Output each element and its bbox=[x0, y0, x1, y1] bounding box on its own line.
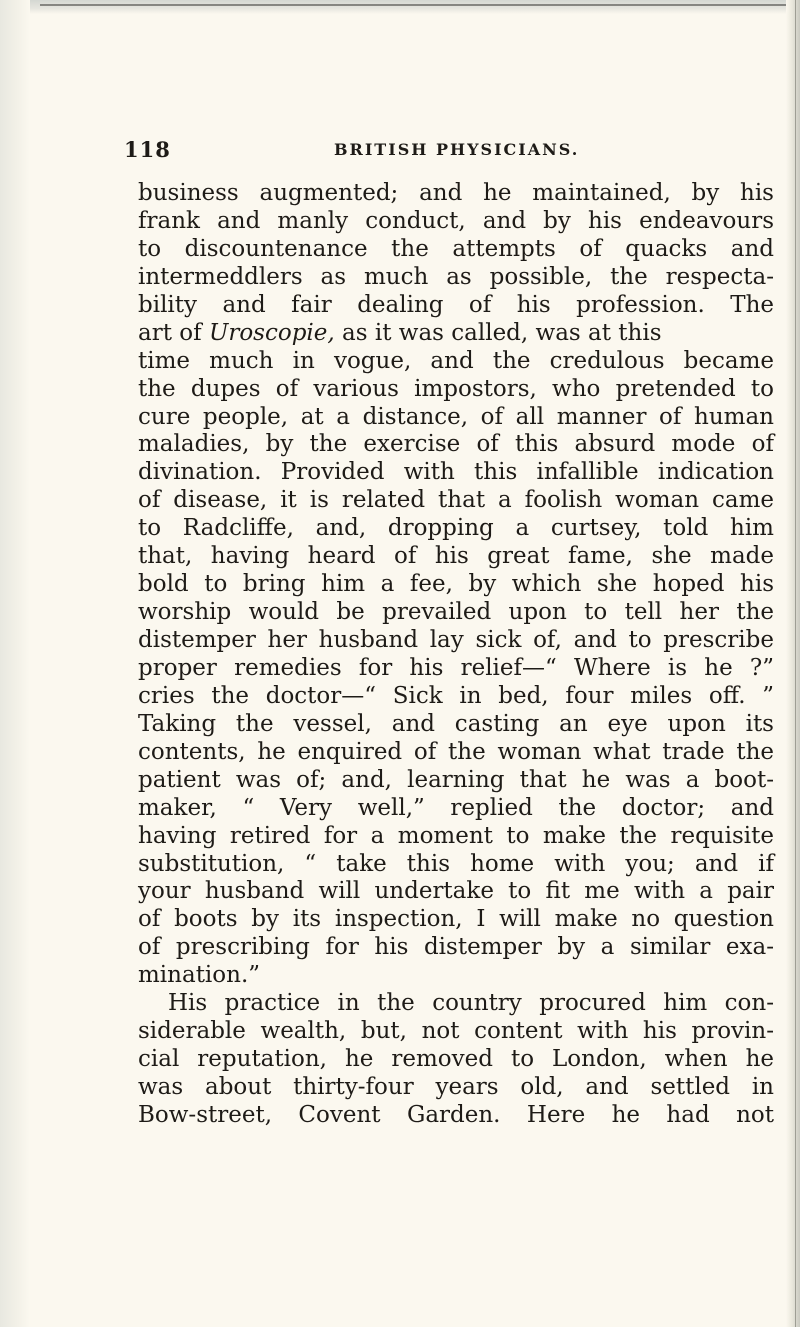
text-line: proper remedies for his relief—“ Where is he ?” bbox=[138, 654, 774, 681]
text-line: of boots by its inspection, I will make no question bbox=[138, 906, 774, 933]
page-header bbox=[124, 137, 684, 167]
text-line: cure people, at a distance, of all manner of human bbox=[138, 403, 774, 430]
text-line: that, having heard of his great fame, she made bbox=[138, 543, 774, 570]
text-line bbox=[138, 320, 774, 348]
text-line: substitution, “ take this home with you; and if bbox=[138, 850, 774, 877]
page-top-edge bbox=[0, 0, 800, 14]
text-line: bold to bring him a fee, by which she hoped his bbox=[138, 571, 774, 598]
page-right-edge bbox=[786, 0, 800, 1327]
text-line: Taking the vessel, and casting an eye upon its bbox=[138, 710, 774, 737]
text-line: worship would be prevailed upon to tell her the bbox=[138, 599, 774, 626]
text-segment: art of bbox=[138, 319, 202, 346]
text-line: your husband will undertake to fit me with a pair bbox=[138, 878, 774, 905]
text-line: divination. Provided with this infallible indication bbox=[138, 459, 774, 486]
text-line: to Radcliffe, and, dropping a curtsey, told him bbox=[138, 515, 774, 542]
text-line: contents, he enquired of the woman what trade the bbox=[138, 738, 774, 765]
text-line: Bow-street, Covent Garden. Here he had not bbox=[138, 1101, 774, 1128]
text-segment: as it was called, was at this bbox=[342, 319, 662, 346]
text-line: cries the doctor—“ Sick in bed, four miles off. ” bbox=[138, 682, 774, 709]
page-top-rule bbox=[40, 4, 800, 6]
page-number: 118 bbox=[124, 137, 171, 162]
text-line: time much in vogue, and the credulous became bbox=[138, 347, 774, 374]
page-right-rule bbox=[795, 0, 796, 1327]
text-line: bility and fair dealing of his profession. The bbox=[138, 291, 774, 318]
text-line: business augmented; and he maintained, by his bbox=[138, 180, 774, 206]
italic-term: Uroscopie, bbox=[208, 319, 335, 346]
text-line: patient was of; and, learning that he was a boot- bbox=[138, 766, 774, 793]
text-line: the dupes of various impostors, who pretended to bbox=[138, 375, 774, 402]
text-line: maladies, by the exercise of this absurd mode of bbox=[138, 431, 774, 458]
text-line: of disease, it is related that a foolish woman came bbox=[138, 487, 774, 514]
text-line: siderable wealth, but, not content with his provin- bbox=[138, 1018, 774, 1045]
text-line: was about thirty-four years old, and settled in bbox=[138, 1074, 774, 1100]
text-line: having retired for a moment to make the requisite bbox=[138, 822, 774, 849]
text-line: to discountenance the attempts of quacks and bbox=[138, 235, 774, 262]
page-left-edge bbox=[0, 0, 30, 1327]
paragraph-first-line: His practice in the country procured him con- bbox=[168, 990, 774, 1017]
text-line: frank and manly conduct, and by his endeavours bbox=[138, 207, 774, 234]
text-line: maker, “ Very well,” replied the doctor; and bbox=[138, 794, 774, 821]
text-line: mination.” bbox=[138, 962, 261, 989]
text-line: distemper her husband lay sick of, and to prescribe bbox=[138, 627, 774, 653]
text-line: of prescribing for his distemper by a similar exa- bbox=[138, 934, 774, 961]
running-head: BRITISH PHYSICIANS. bbox=[334, 140, 580, 159]
text-line: intermeddlers as much as possible, the respecta- bbox=[138, 263, 774, 290]
body-text bbox=[138, 180, 774, 1130]
text-line: cial reputation, he removed to London, when he bbox=[138, 1046, 774, 1073]
